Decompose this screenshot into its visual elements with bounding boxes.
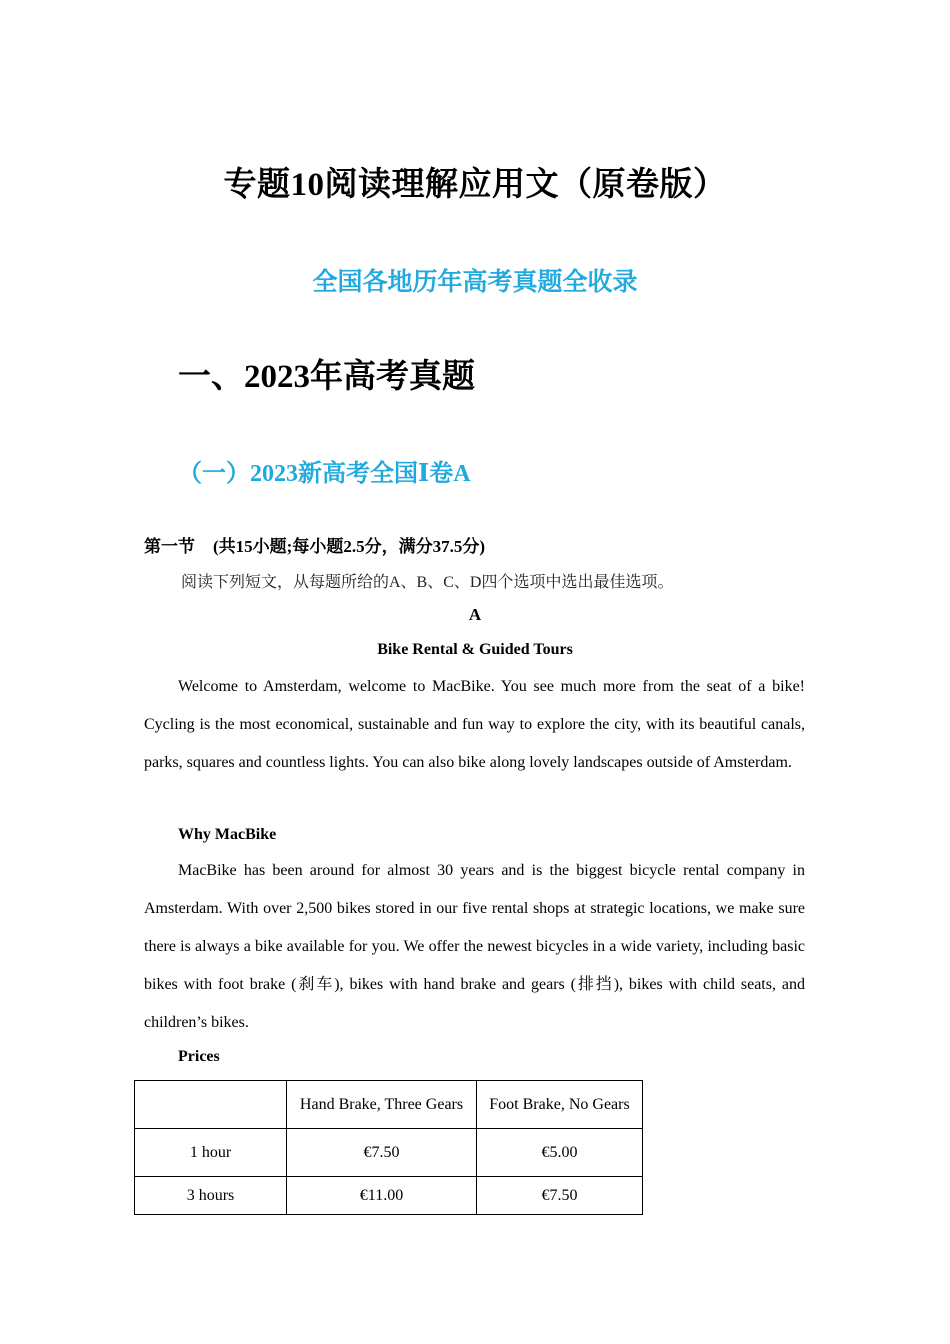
table-cell: €7.50 — [287, 1129, 477, 1177]
table-cell: 3 hours — [135, 1177, 287, 1215]
table-cell: 1 hour — [135, 1129, 287, 1177]
table-cell: €5.00 — [477, 1129, 643, 1177]
prices-heading: Prices — [178, 1048, 220, 1065]
exam-heading: （一）2023新高考全国Ⅰ卷A — [178, 461, 471, 487]
table-header-cell: Foot Brake, No Gears — [477, 1081, 643, 1129]
passage-letter: A — [468, 605, 482, 624]
table-cell: €11.00 — [287, 1177, 477, 1215]
table-header-cell: Hand Brake, Three Gears — [287, 1081, 477, 1129]
table-cell: €7.50 — [477, 1177, 643, 1215]
passage-paragraph-intro: Welcome to Amsterdam, welcome to MacBike. You see much more from the seat of a bike! Cycling is the most economical, sustainable and fun way to explore the city, with its beautiful canals, parks, squares and countless lights. You can also bike along lovely landscapes outside of Amsterdam. — [144, 678, 805, 771]
why-macbike-heading: Why MacBike — [178, 826, 277, 843]
year-heading: 一、2023年高考真题 — [178, 359, 475, 395]
instruction-text: 阅读下列短文，从每题所给的A、B、C、D四个选项中选出最佳选项。 — [181, 574, 674, 591]
section-info: (共15小题;每小题2.5分，满分37.5分) — [213, 537, 485, 556]
table-row — [135, 1129, 643, 1177]
passage-paragraph-why: MacBike has been around for almost 30 years and is the biggest bicycle rental company in Amsterdam. With over 2,500 bikes stored in our five rental shops at strategic locations, we make sure there is always a bike available for you. We offer the newest bicycles in a wide variety, including basic bikes with foot brake (刹车), bikes with hand brake and gears (排挡), bikes with child seats, and children’s bikes. — [144, 862, 805, 1031]
section-header — [144, 532, 485, 557]
table-header-cell — [135, 1081, 287, 1129]
table-header-row — [135, 1081, 643, 1129]
section-label: 第一节 — [144, 537, 195, 556]
table-row — [135, 1177, 643, 1215]
page-subtitle: 全国各地历年高考真题全收录 — [312, 269, 638, 296]
page-title: 专题10阅读理解应用文（原卷版） — [223, 167, 727, 203]
passage-title: Bike Rental & Guided Tours — [377, 641, 573, 658]
prices-table — [134, 1080, 643, 1215]
